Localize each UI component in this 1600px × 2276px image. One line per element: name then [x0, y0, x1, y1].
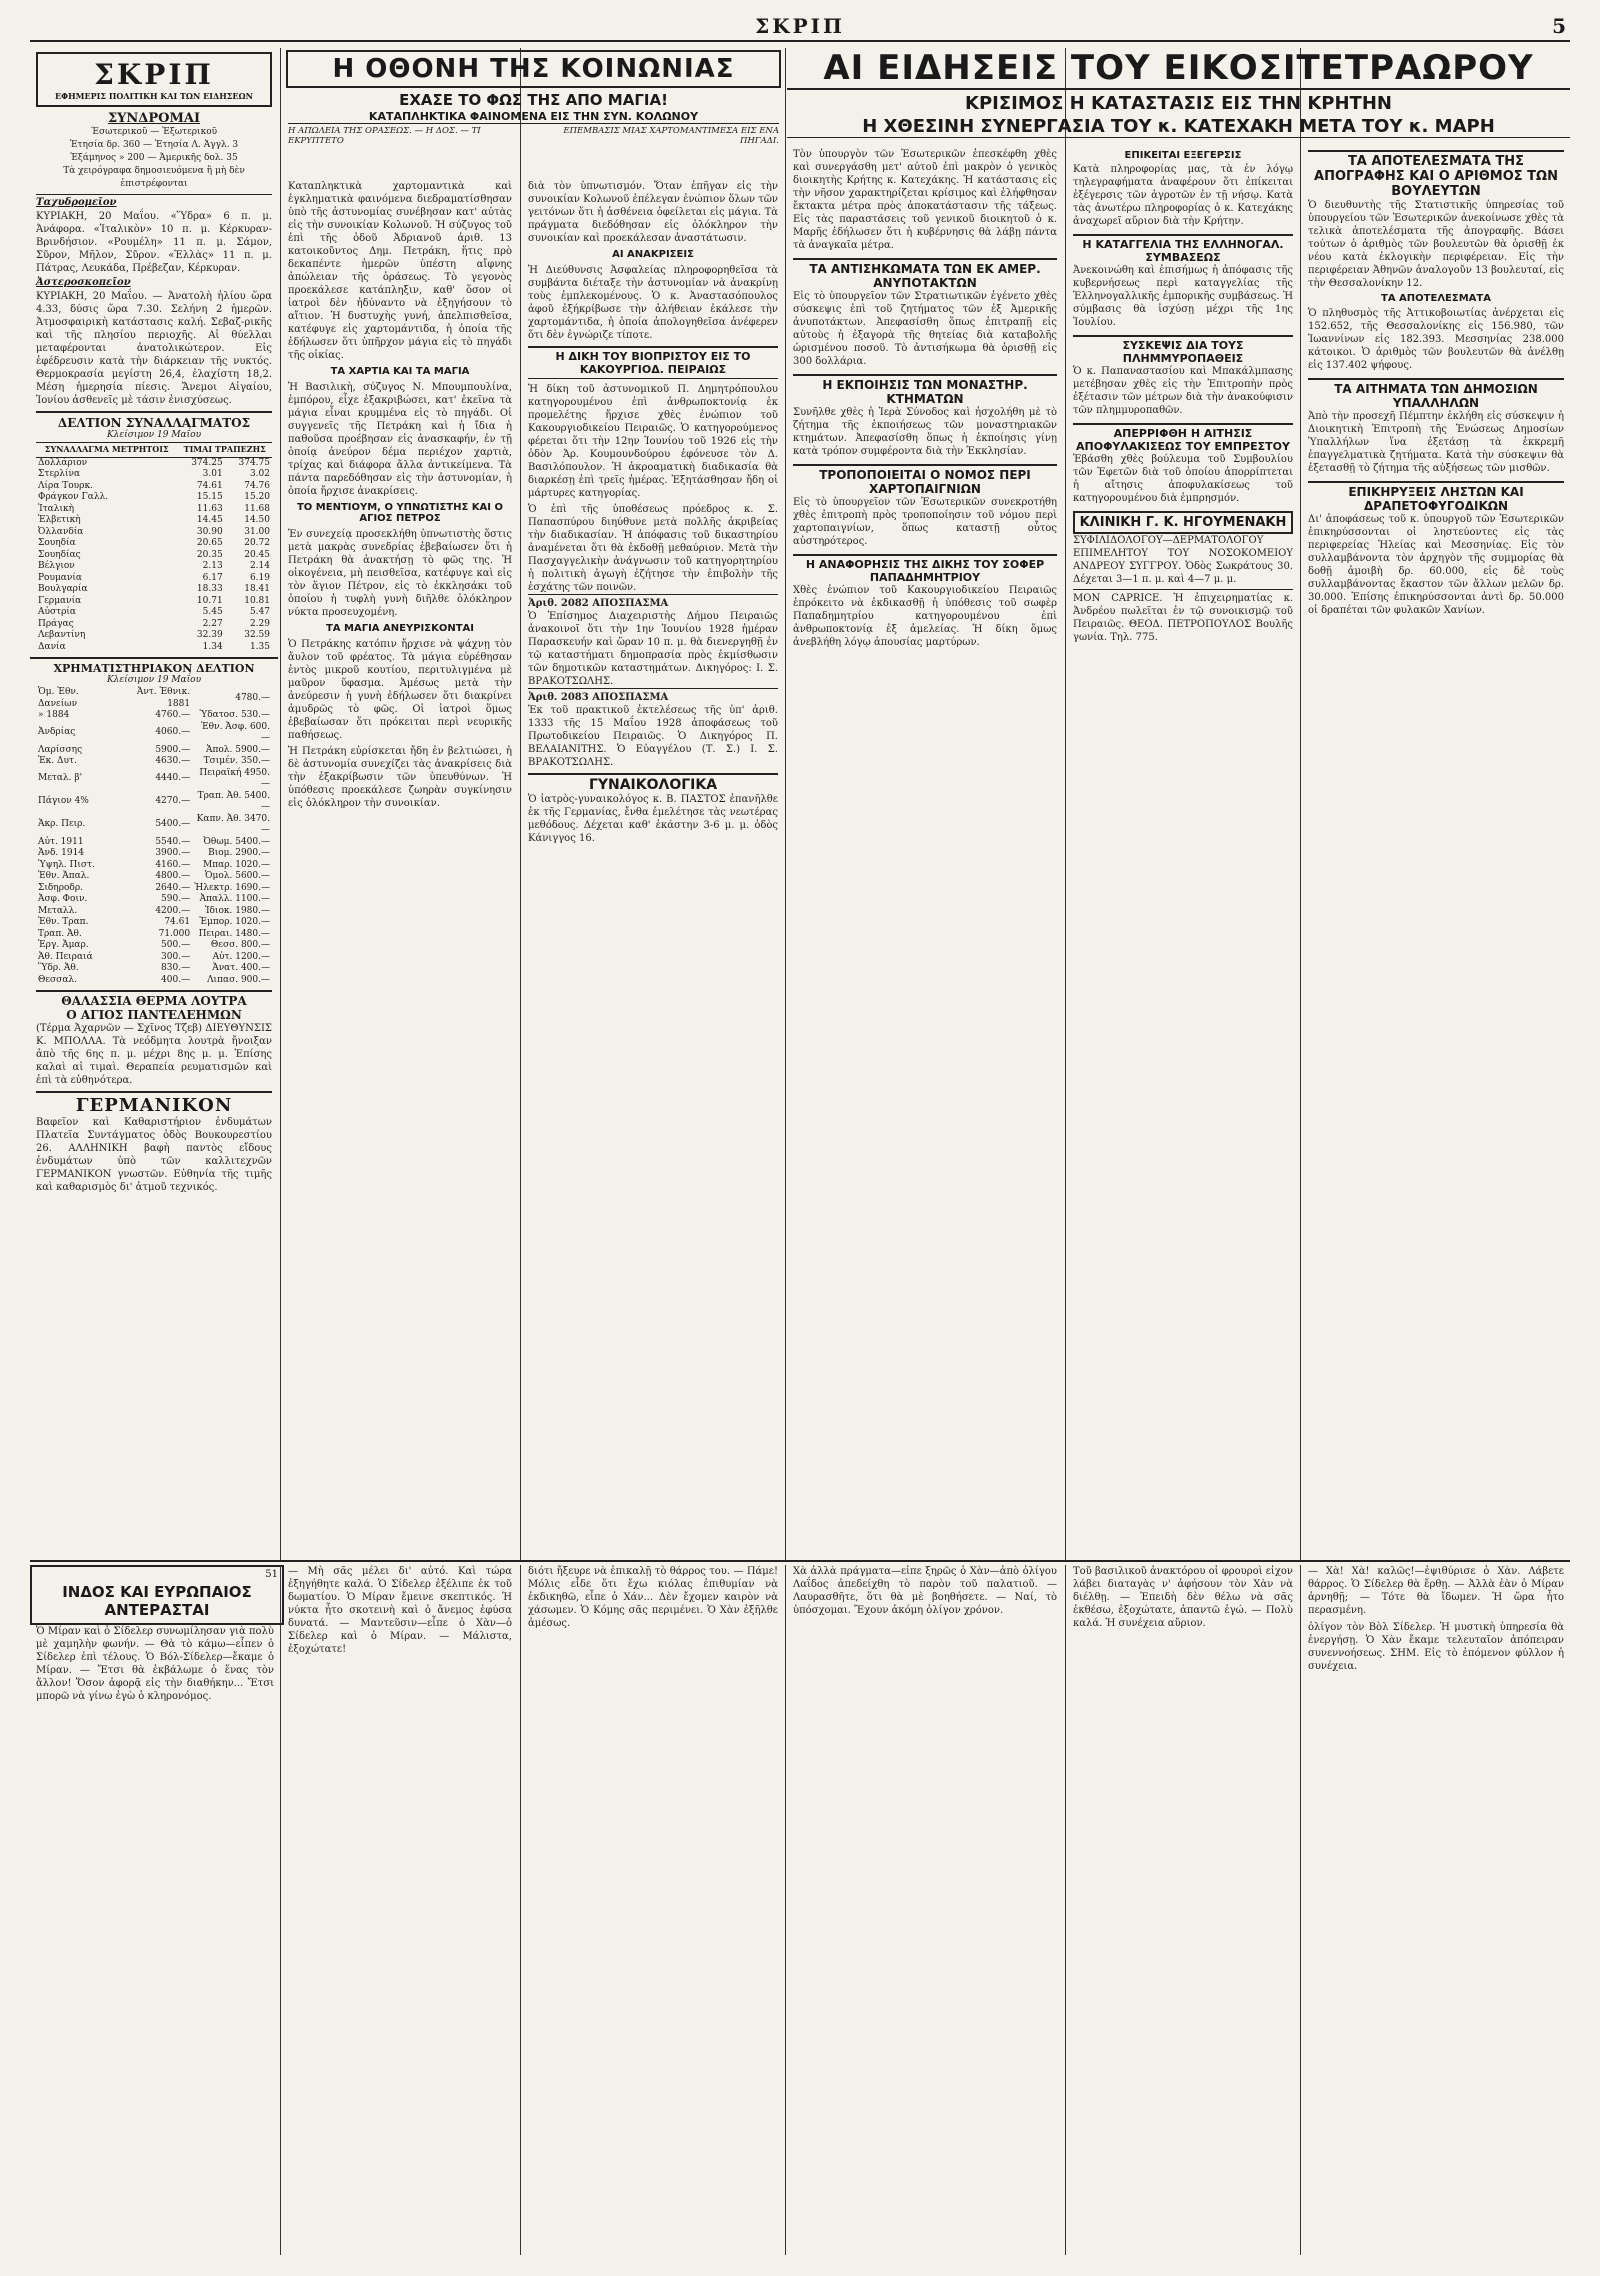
fx-row-cell: Λίρα Τουρκ.: [38, 480, 93, 491]
stocks-row-cell: Ἁπολ. 5900.—: [205, 744, 270, 755]
churches-title: Η ΕΚΠΟΙΗΣΙΣ ΤΩΝ ΜΟΝΑΣΤΗΡ. ΚΤΗΜΑΤΩΝ: [822, 378, 1028, 406]
stocks-row-cell: 4630.—: [155, 756, 191, 766]
news-column-5: [1067, 148, 1299, 1558]
col3-text-1: διὰ τὸν ὑπνωτισμόν. Ὅταν ἐπῆγαν εἰς τὴν συνοικίαν Κολωνοῦ ἐπέλεγαν ἐνώπιον ὅλων τῶν γειτόνων ὅτι ἡ ἀσθένεια ὀφείλεται εἰς μάγια. Τὰ πράγματα διεδόθησαν εἰς ὁλόκληρον τὴν συνοικίαν καὶ προεκάλεσαν ἀναστάτωσιν.: [528, 181, 778, 244]
stocks-row: [36, 975, 272, 987]
germanikon-title: ΓΕΡΜΑΝΙΚΟΝ: [75, 1095, 233, 1116]
fx-row-cell: 374.25: [191, 457, 223, 468]
stocks-row: [36, 837, 272, 849]
stocks-row-cell: 300.—: [161, 951, 191, 962]
stocks-row-cell: 4780.—: [235, 692, 270, 703]
column-rule: [1300, 48, 1301, 1560]
fx-row: [36, 538, 272, 550]
stocks-date: Κλείσιμον 19 Μαΐου: [106, 675, 202, 685]
fx-row: [36, 457, 272, 469]
fx-row-cell: Σουηδίας: [38, 549, 81, 560]
fx-row-cell: Ἰταλικὴ: [38, 503, 74, 514]
stocks-row-cell: 74.61: [164, 917, 191, 927]
fx-row: [36, 504, 272, 516]
post-text: ΚΥΡΙΑΚΗ, 20 Μαΐου. «Ὕδρα» 6 π. μ. Ἀνάφορα. «Ἰταλικὸν» 10 π. μ. Κέρκυραν-Βρινδήσιον. «Ρουμέλη» 11 π. μ. Σάμον, Σῦρον, Μῆλον, Σῦρον. «Ἑλλὰς» 11 π. μ. Πάτρας, Λευκάδα, Πρέβεζαν, Κέρκυραν.: [36, 211, 272, 274]
notice-2-heading: Ἀριθ. 2083 ΑΠΟΣΠΑΣΜΑ: [528, 688, 778, 704]
fx-row-cell: 2.29: [249, 618, 270, 629]
stocks-table: [36, 687, 272, 986]
stocks-row: [36, 710, 272, 722]
society-right-column: [522, 180, 784, 1560]
fx-row-cell: 11.63: [196, 503, 223, 514]
subscriptions-list: [36, 126, 272, 165]
stocks-row-cell: Πειραϊκή 4950.—: [199, 767, 270, 789]
stocks-row-cell: Ἀνδρίας: [38, 727, 76, 738]
fx-row-cell: 32.59: [244, 630, 270, 640]
stocks-row-cell: 4160.—: [155, 859, 191, 870]
fx-row-cell: 10.81: [244, 595, 270, 606]
fx-row: [36, 515, 272, 527]
fx-row-cell: 20.35: [196, 549, 223, 560]
trial-box-title: Η ΔΙΚΗ ΤΟΥ ΒΙΟΠΡΙΣΤΟΥ ΕΙΣ ΤΟ ΚΑΚΟΥΡΓΙΟΔ. ΠΕΙΡΑΙΩΣ: [555, 350, 751, 376]
fx-row-cell: 74.61: [196, 480, 223, 491]
fx-row-cell: Σουηδία: [38, 538, 76, 548]
subscriptions-title: ΣΥΝΔΡΟΜΑΙ: [107, 111, 201, 126]
masthead-title: ΣΚΡΙΠ: [755, 14, 845, 38]
stocks-row: [36, 894, 272, 906]
stocks-row: [36, 814, 272, 837]
society-text-3: Ἐν συνεχείᾳ προσεκλήθη ὑπνωτιστὴς ὅστις μετὰ μακρὰς συνεδρίας ἐβεβαίωσεν ὅτι ἡ Πετράκη θὰ ἀνακτήσῃ τὸ φῶς της. Ἡ οἰκογένεια, μὴ πεισθεῖσα, κατέφυγε καὶ εἰς τὸν ἅγιον Πέτρον, εἰς τὸ ἐκκλησάκι τοῦ ὁποίου ἡ τυφλὴ γυνὴ διῆλθε ὁλόκληρον νύκτα προσευχομένη.: [288, 529, 512, 618]
stocks-row-cell: 400.—: [161, 974, 191, 985]
stocks-row-cell: Αὐτ. 1200.—: [212, 951, 270, 962]
fx-row-cell: 14.50: [244, 515, 270, 525]
main-headline: ΕΧΑΣΕ ΤΟ ΦΩΣ ΤΗΣ ΑΠΟ ΜΑΓΙΑ!: [399, 91, 668, 109]
fx-header: ΤΙΜΑΙ ΤΡΑΠΕΖΗΣ: [177, 443, 272, 458]
serial-column-4: [787, 1565, 1063, 2255]
society-text-1: Καταπληκτικὰ χαρτομαντικὰ καὶ ἐγκληματικὰ φαινόμενα διεδραματίσθησαν ὑπὸ τῆς ἀστυνομίας συνέβησαν κατ' αὐτὰς εἰς τὴν συνοικίαν Κολωνοῦ. Ἡ σύζυγος τοῦ ἐπὶ τῆς ὁδοῦ Ἀδριανοῦ ἀριθ. 13 κατοικοῦντος Δημ. Πετράκη, ἥτις πρὸ δεκαπέντε ἡμερῶν ὑπέστη αἴφνης ἀπώλειαν τῆς ὁράσεως. Τὸ γεγονὸς προεκάλεσε κατάπληξιν, καθ' ὅσον οἱ ἰατροὶ δὲν ἠδύναντο νὰ ἐξηγήσουν τὸ αἴτιον. Ἡ δυστυχὴς γυνή, ἀπελπισθεῖσα, κατέφυγε εἰς χαρτομάντιδα, ἡ ὁποία τῆς ἐδήλωσεν ὅτι ὑπῆρχον μάγια εἰς τὸ πηγάδι τῆς οἰκίας.: [288, 181, 512, 361]
fx-row: [36, 619, 272, 631]
stocks-row-cell: Λαρίσσης: [38, 744, 83, 755]
clinic-title: ΚΛΙΝΙΚΗ Γ. Κ. ΗΓΟΥΜΕΝΑΚΗ: [1079, 515, 1287, 530]
fx-row-cell: 11.68: [244, 503, 270, 514]
fx-row-cell: 31.00: [244, 526, 270, 537]
stocks-row-cell: Ἐθν. Ἀπαλ.: [38, 871, 90, 881]
fx-row-cell: Ἑλβετικὴ: [38, 515, 81, 525]
stocks-row-cell: Πειραι. 1480.—: [198, 928, 270, 939]
column-rule: [1065, 48, 1066, 1560]
stocks-row-cell: Ἰδιοκ. 1980.—: [204, 905, 270, 916]
stocks-row-cell: Ἐργ. Ἀμαρ.: [38, 940, 89, 950]
refugees-title: ΑΠΕΡΡΙΦΘΗ Η ΑΙΤΗΣΙΣ ΑΠΟΦΥΛΑΚΙΣΕΩΣ ΤΟΥ ΕΜΠΡΕΣΤΟΥ: [1076, 427, 1290, 453]
fx-row-cell: Φράγκον Γαλλ.: [38, 492, 109, 502]
serial-text: Χὰ ἀλλὰ πράγματα—εἶπε ξηρῶς ὁ Χὰν—ἀπὸ ὀλίγου Λαΐδος ἀπεδείχθη τὸ παρὸν τοῦ παλατιοῦ. — Λαυρασθῆτε, ὅτι θὰ μὲ βοηθήσετε. — Ναί, τὸ ὑπόσχομαι. Ἔχουν ἀκόμη ὀλίγον χρόνον.: [793, 1566, 1057, 1616]
masthead: [30, 14, 1570, 42]
astro-text: ΚΥΡΙΑΚΗ, 20 Μαΐου. — Ἀνατολὴ ἡλίου ὥρα 4.33, δύσις ὥρα 7.30. Σελήνη 2 ἡμερῶν. Ἀτμοσφαιρικὴ κατάστασις καλή. Σεβαζ-ρικῆς καὶ τῆς πλησίου περιοχῆς. Αἱ θύελλαι μεταφέρονται ἀνατολικώτερον. Εἰς ἐφέδρευσιν κατὰ τὴν διάρκειαν τῆς νυκτός. Θερμοκρασία μεγίστη 26,4, ἐλαχίστη 18,2. Μέση ἡμερησία πίεσις. Ἄνεμοι Αἰγαίου, Ἰονίου ἀσθενεῖς μὲ τάσιν ἐνισχύσεως.: [36, 290, 272, 413]
fx-row-cell: Βουλγαρία: [38, 584, 88, 594]
fx-row-cell: Ὀλλανδία: [38, 526, 84, 537]
fx-table: [36, 442, 272, 653]
notice-1-text: Ὁ Ἐπίσημος Διαχειριστὴς Δήμου Πειραιῶς ἀνακοινοῖ ὅτι τὴν 1ην Ἰουνίου 1928 ἡμέραν Παρασκευήν καὶ ὥραν 10 π. μ. θὰ διενεργηθῇ ἐν τῷ καταστήματι δημοπρασία πρὸς ἐκμίσθωσιν τῶν δημοτικῶν καταστημάτων. Δικηγόρος: Ι. Σ. ΒΡΑΚΟΤΣΩΛΗΣ.: [528, 611, 778, 687]
stocks-row-cell: Αὐτ. 1911: [38, 836, 84, 847]
fx-row-cell: 20.65: [196, 538, 223, 548]
serial-text: — Χὰ! Χὰ! καλῶς!—ἐψιθύρισε ὁ Χὰν. Λάβετε θάρρος. Ὁ Σίδελερ θὰ ἔρθῃ. — Ἀλλὰ ἐὰν ὁ Μίραν ἀρνηθῇ; — Τότε θὰ ἴδωμεν. Ἡ ὥρα ἦτο περασμένη.: [1308, 1566, 1564, 1616]
stocks-row-cell: Μπαρ. 1020.—: [203, 859, 270, 870]
stocks-row-cell: Πάγιον 4%: [38, 796, 89, 807]
stocks-row: [36, 871, 272, 883]
column-rule: [280, 1565, 281, 2255]
fx-row: [36, 573, 272, 585]
serial-text: διότι ἤξευρε νὰ ἐπικαλῇ τὸ θάρρος του. — Πάμε! Μόλις εἶδε ὅτι ἔχω κιόλας ἐπιθυμίαν νὰ ἐκδικηθῶ, εἶπε ὁ Χάν... Δὲν ἔχομεν καιρὸν νὰ χάσωμεν. Ὁ Κόμης σᾶς περιμένει. Ὁ Χὰν ἐξῆλθε ἀμέσως.: [528, 1566, 778, 1629]
stocks-row-cell: 5900.—: [155, 744, 191, 755]
stocks-row-cell: 4760.—: [155, 710, 191, 720]
society-section-2: ΤΟ ΜΕΝΤΙΟΥΜ, Ο ΥΠΝΩΤΙΣΤΗΣ ΚΑΙ Ο ΑΓΙΟΣ ΠΕΤΡΟΣ: [296, 502, 503, 524]
stocks-row-cell: Ἐμπορ. 1020.—: [199, 917, 270, 927]
stocks-row: [36, 687, 272, 710]
fx-row-cell: 20.72: [244, 538, 270, 548]
mon-caprice-text: MON CAPRICE. Ἡ ἐπιχειρηματίας κ. Ἀνδρέου πωλεῖται ἐν τῷ συνοικισμῷ τοῦ Πειραιῶς. ΘΕΟΔ. ΠΕΤΡΟΠΟΥΛΟΣ Βουλῆς γωνία. Τηλ. 775.: [1073, 589, 1293, 644]
stocks-row-cell: Ἠλεκτρ. 1690.—: [194, 882, 270, 893]
gyn-title: ΓΥΝΑΙΚΟΛΟΓΙΚΑ: [588, 777, 718, 793]
col3-section-1: ΑΙ ΑΝΑΚΡΙΣΕΙΣ: [612, 249, 694, 260]
stocks-row-cell: 830.—: [161, 963, 191, 973]
fx-row: [36, 527, 272, 539]
notice-2-text: Ἐκ τοῦ πρακτικοῦ ἐκτελέσεως τῆς ὑπ' ἀριθ. 1333 τῆς 15 Μαΐου 1928 ἀποφάσεως τοῦ Πρωτοδικείου Πειραιῶς. Ὁ Δικηγόρος Π. ΒΕΛΑΙΑΝΙΤΗΣ. Ὁ Εὐαγγέλου (Τ. Σ.) Ι. Σ. ΒΡΑΚΟΤΣΩΛΗΣ.: [528, 705, 778, 768]
stocks-row-cell: 4060.—: [155, 727, 191, 738]
stocks-row-cell: 590.—: [161, 894, 191, 904]
stocks-row-cell: 4270.—: [155, 796, 191, 807]
stocks-row: [36, 929, 272, 941]
page-number: 5: [1552, 14, 1566, 38]
fx-row-cell: 5.45: [202, 607, 223, 617]
stocks-row-cell: Μεταλλ.: [38, 905, 78, 916]
census-text-2: Ὁ πληθυσμὸς τῆς Ἀττικοβοιωτίας ἀνέρχεται εἰς 152.652, τῆς Θεσσαλονίκης εἰς 156.980, τῶν Ἰωαννίνων εἰς 182.393. Μεσσηνίας 238.000 κάτοικοι. Ὁ ἀριθμὸς τῶν βουλευτῶν θὰ ἀνέλθῃ εἰς 137.402 ψήφους.: [1308, 308, 1564, 371]
driver-title: Η ΑΝΑΦΟΡΗΣΙΣ ΤΗΣ ΔΙΚΗΣ ΤΟΥ ΣΟΦΕΡ ΠΑΠΑΔΗΜΗΤΡΙΟΥ: [805, 558, 1045, 584]
stocks-row: [36, 848, 272, 860]
census-subhead: ΤΑ ΑΠΟΤΕΛΕΣΜΑΤΑ: [1381, 293, 1491, 304]
society-section-1: ΤΑ ΧΑΡΤΙΑ ΚΑΙ ΤΑ ΜΑΓΙΑ: [330, 366, 470, 377]
serial-column-5: [1067, 1565, 1299, 2255]
fx-row-cell: 15.20: [244, 492, 270, 502]
fx-row-cell: 20.45: [244, 549, 270, 560]
serial-column-3: [522, 1565, 784, 2255]
stocks-row-cell: Ἀνδ. 1914: [38, 848, 85, 858]
stocks-row: [36, 906, 272, 918]
column-rule: [520, 1565, 521, 2255]
fx-row-cell: Στερλίνα: [38, 469, 81, 479]
post-title: Ταχυδρομεῖον: [36, 197, 117, 208]
lottery-text: Εἰς τὸ ὑπουργεῖον τῶν Ἐσωτερικῶν συνεκροτήθη χθὲς ἐπιτροπὴ πρὸς τροποποίησιν τοῦ νόμου περὶ χαρτοπαιγνίων, ὅπως καταστῇ οὗτος αὐστηρότερος.: [793, 497, 1057, 547]
stocks-row: [36, 917, 272, 929]
stocks-row-cell: Μεταλ. β': [38, 773, 83, 784]
fx-row-cell: Ρουμανία: [38, 572, 82, 583]
fx-row: [36, 630, 272, 642]
stocks-row: [36, 963, 272, 975]
fx-row-cell: 5.47: [249, 607, 270, 617]
stocks-row-cell: Βιομ. 2900.—: [208, 848, 270, 858]
serial-column-2: [282, 1565, 518, 2255]
stocks-row: [36, 952, 272, 964]
stocks-row-cell: 5540.—: [155, 836, 191, 847]
claims-title: ΕΠΙΚΗΡΥΞΕΙΣ ΛΗΣΤΩΝ ΚΑΙ ΔΡΑΠΕΤΟΦΥΓΟΔΙΚΩΝ: [1348, 485, 1524, 513]
col3-text-3: Ὁ ἐπὶ τῆς ὑποθέσεως πρόεδρος κ. Σ. Παπασπύρου διηύθυνε μετὰ πολλῆς ἀκριβείας τὴν διαδικασίαν. Ἡ ἀπόφασις τοῦ δικαστηρίου ἀναμένεται ὅτι θὰ ἐκδοθῇ μεθαύριον. Μετὰ τὴν Πασχαγγελικὴν ἀνάγνωσιν τοῦ κατηγορητηρίου ἡ πολιτικὴ ἀγωγὴ ἐζήτησε τὴν ἐπιβολὴν τῆς ἐσχάτης τῶν ποινῶν.: [528, 504, 778, 593]
treaties-title: ΤΑ ΑΝΤΙΣΗΚΩΜΑΤΑ ΤΩΝ ΕΚ ΑΜΕΡ. ΑΝΥΠΟΤΑΚΤΩΝ: [809, 262, 1041, 290]
fx-row-cell: 6.19: [249, 572, 270, 583]
stocks-row-cell: 3900.—: [155, 848, 191, 858]
astro-title: Ἀστεροσκοπεῖον: [36, 277, 131, 288]
stocks-row-cell: Ἐκ. Δυτ.: [38, 756, 77, 766]
sidebar-column: [30, 48, 278, 1560]
fx-row-cell: 10.71: [196, 595, 223, 606]
serial-text: Ὁ Μίραν καὶ ὁ Σίδελερ συνωμίλησαν γιὰ πολὺ μὲ χαμηλὴν φωνήν. — Θὰ τὸ κάμω—εἶπεν ὁ Σίδελερ ἐπὶ τέλους. Ὁ Βόλ-Σίδελερ—ἔκαμε ὁ Μίραν. — Ἔτσι θὰ ἐκβάλωμε ὁ ἕνας τὸν ἄλλον! Ὅσον ἀφορᾷ εἰς τὴν διαθήκην... Ἔτσι μπορῶ νὰ γίνω ἐγὼ ὁ κληρονόμος.: [36, 1626, 274, 1702]
fx-row-cell: 2.14: [249, 561, 270, 571]
stocks-row-cell: 500.—: [161, 940, 191, 950]
fx-row: [36, 481, 272, 493]
main-subhead: ΚΑΤΑΠΛΗΚΤΙΚΑ ΦΑΙΝΟΜΕΝΑ ΕΙΣ ΤΗΝ ΣΥΝ. ΚΟΛΩΝΟΥ: [288, 110, 779, 124]
stocks-row-cell: Θεσσαλ.: [38, 974, 77, 985]
serial-text: ὀλίγον τὸν Βὸλ Σίδελερ. Ἡ μυστικὴ ὑπηρεσία θὰ ἐνεργήσῃ. Ὁ Χὰν ἔκαμε τελευταῖον ἀπόπειραν συνεννοήσεως. ΣΗΜ. Εἰς τὸ ἐπόμενον φύλλον ἡ συνέχεια.: [1308, 1622, 1564, 1672]
stocks-row-cell: Ἀνατ. 400.—: [212, 963, 270, 973]
gyn-text: Ὁ ἰατρὸς-γυναικολόγος κ. Β. ΠΑΣΤΟΣ ἐπανῆλθε ἐκ τῆς Γερμανίας, ἔνθα ἐμελέτησε τὰς νεωτέρας μεθόδους. Δέχεται καθ' ἑκάστην 3-6 μ. μ. ὁδὸς Κάνιγγος 16.: [528, 794, 778, 844]
fx-row-cell: Βέλγιον: [38, 561, 75, 571]
expedition-text: Ὁ κ. Παπαναστασίου καὶ Μπακάλμπασης μετέβησαν χθὲς εἰς τὴν Ἐπιτροπὴν πρὸς ἐξέτασιν τῶν μέτρων διὰ τὴν ἀνακούφισιν τῶν πλημμυροπαθῶν.: [1073, 366, 1293, 416]
driver-text: Χθὲς ἐνώπιον τοῦ Κακουργιοδικείου Πειραιῶς ἐπρόκειτο νὰ ἐκδικασθῇ ἡ ὑπόθεσις τοῦ σωφὲρ Παπαδημητρίου κατηγορουμένου ἐπὶ ἀνθρωποκτονίᾳ ἐξ ἀμελείας. Ἡ δίκη ὅμως ἀνεβλήθη λόγῳ ἀπουσίας μαρτύρων.: [793, 585, 1057, 648]
society-text-2: Ἡ Βασιλικὴ, σύζυγος Ν. Μπουμπουλίνα, ἐμπόρου, εἶχε ἐξακριβώσει, κατ' ἐκεῖνα τὰ μάγια εἶναι κρυμμένα εἰς τὸ πηγάδι. Οἱ συγγενεῖς τῆς Πετράκη καὶ ἡ ἴδια ἡ παθοῦσα προέβησαν εἰς ἀνασκαφήν, ἐν τῇ ὁποίᾳ ἀνεύρον δέμα περιέχον χαρτιὰ, τρίχας καὶ διάφορα ἄλλα ἀντικείμενα. Τὰ πάντα παρεδόθησαν εἰς τὴν ἀστυνομίαν, ἡ ὁποία ἤρχισε ἀνακρίσεις.: [288, 382, 512, 497]
manuscripts-note: Τὰ χειρόγραφα δημοσιευόμενα ἢ μὴ δὲν ἐπιστρέφονται: [36, 165, 272, 195]
stocks-row-cell: 5400.—: [155, 819, 191, 830]
subscription-row: Ἑξάμηνος » 200 — Ἀμερικῆς δολ. 35: [70, 153, 238, 163]
logo-subtitle: ΕΦΗΜΕΡΙΣ ΠΟΛΙΤΙΚΗ ΚΑΙ ΤΩΝ ΕΙΔΗΣΕΩΝ: [55, 91, 253, 101]
fx-row-cell: Δανία: [38, 641, 66, 652]
stocks-row-cell: Ἐθν. Τραπ.: [38, 917, 89, 927]
news-section-title: ΑΙ ΕΙΔΗΣΕΙΣ ΤΟΥ ΕΙΚΟΣΙΤΕΤΡΑΩΡΟΥ: [787, 48, 1570, 90]
fx-row-cell: Αὐστρία: [38, 607, 76, 617]
fx-row-cell: 18.33: [196, 584, 223, 594]
treaties-text: Εἰς τὸ ὑπουργεῖον τῶν Στρατιωτικῶν ἐγένετο χθὲς σύσκεψις ἐπὶ τοῦ ζητήματος τῶν ἐξ Ἀμερικῆς ἀνυποτάκτων. Ἀπεφασίσθη ὅπως ἐπιτραπῇ εἰς αὐτοὺς ἡ ἐξαγορὰ τῆς θητείας διὰ καταβολῆς ὡρισμένου ποσοῦ. Τὸ ἀντισήκωμα θὰ ὁρισθῇ εἰς 300 δολλάρια.: [793, 291, 1057, 367]
fx-row: [36, 469, 272, 481]
teachers-text: Ἀπὸ τὴν προσεχῆ Πέμπτην ἐκλήθη εἰς σύσκεψιν ἡ Διοικητικὴ Ἐπιτροπὴ τῆς Ἐνώσεως Δημοσίων Ὑπαλλήλων ἵνα ἐξετάσῃ τὰ ἐκκρεμῆ ἐπαγγελματικὰ ζητήματα. Κατὰ τὴν σύσκεψιν θὰ ἐξετασθῇ τὸ ζήτημα τῆς αὐξήσεως τῶν μισθῶν.: [1308, 411, 1564, 474]
serial-episode: 51: [265, 1569, 278, 1580]
column-rule: [785, 1565, 786, 2255]
fx-row-cell: 374.75: [238, 457, 270, 468]
stocks-row-cell: Τραπ. Ἀθ.: [38, 928, 82, 939]
fx-row: [36, 596, 272, 608]
subscription-row: Έσωτερικοῦ — Ἐξωτερικοῦ: [90, 127, 218, 137]
stocks-row-cell: Καπν. Ἀθ. 3470.—: [196, 813, 270, 835]
stocks-row-cell: 4800.—: [155, 871, 191, 881]
bath-subtitle: Ο ΑΓΙΟΣ ΠΑΝΤΕΛΕΗΜΩΝ: [66, 1008, 242, 1022]
stocks-row-cell: Ὁμολ. 5600.—: [204, 871, 270, 881]
stocks-row-cell: Ὀθωμ. 5400.—: [203, 836, 270, 847]
stocks-title: ΧΡΗΜΑΤΙΣΤΗΡΙΑΚΟΝ ΔΕΛΤΙΟΝ: [30, 657, 278, 675]
fx-row-cell: 3.02: [249, 469, 270, 479]
serial-text: — Μὴ σᾶς μέλει δι' αὐτό. Καὶ τώρα ἐξηγήθητε καλά. Ὁ Σίδελερ ἐξέλιπε ἐκ τοῦ δωματίου. Ὁ Μίραν ἔμεινε σκεπτικός. Ἡ νύκτα ἦτο σκοτεινὴ καὶ ὁ ἄνεμος ἐφύσα δυνατά. — Μαντεῦσιν—εἶπε ὁ Χὰν—ὁ Σίδελερ καὶ ὁ Μίραν. — Μάλιστα, ἐξοχώτατε!: [288, 1566, 512, 1655]
news-headline-1: ΚΡΙΣΙΜΟΣ Η ΚΑΤΑΣΤΑΣΙΣ ΕΙΣ ΤΗΝ ΚΡΗΤΗΝ: [965, 93, 1392, 114]
deck-left: Η ΑΠΩΛΕΙΑ ΤΗΣ ΟΡΑΣΕΩΣ. — Η ΔΟΣ. — ΤΙ ΕΚΡΥΠΤΕΤΟ: [288, 126, 481, 146]
fx-row-cell: 3.01: [202, 469, 223, 479]
stocks-row-cell: Ὑδατοσ. 530.—: [199, 710, 270, 720]
stocks-row: [36, 745, 272, 757]
fx-row-cell: 30.90: [196, 526, 223, 537]
stocks-row-cell: Σιδηροδρ.: [38, 882, 83, 893]
stocks-row-cell: » 1884: [38, 710, 70, 720]
stocks-row: [36, 756, 272, 768]
society-left-column: [282, 180, 518, 1560]
stocks-row-cell: Λιπασ. 900.—: [207, 974, 270, 985]
claims-text: Δι' ἀποφάσεως τοῦ κ. ὑπουργοῦ τῶν Ἐσωτερικῶν ἐπικηρύσσονται οἱ ληστεύοντες εἰς τὰς περιφερείας Ἠλείας καὶ Μεσσηνίας. Εἰς τὸν συλλαμβάνοντα τὸν ἀρχηγὸν τῆς συμμορίας θὰ δοθῇ ἀμοιβὴ δρ. 60.000, εἰς δὲ τοὺς συλλαμβάνοντας ἕκαστον τῶν ἄλλων μελῶν δρ. 30.000. Ἐπίσης ἐπικηρύσσονται ἀντὶ δρ. 50.000 οἱ δραπέται τῶν φυλακῶν Χανίων.: [1308, 514, 1564, 616]
fx-date: Κλείσιμον 19 Μαΐου: [106, 430, 202, 440]
col3-text-2: Ἡ Διεύθυνσις Ἀσφαλείας πληροφορηθεῖσα τὰ συμβάντα διέταξε τὴν ἀστυνομίαν νὰ ἀνακρίνῃ τοὺς ἐμπλεκομένους. Ὁ κ. Ἀναστασόπουλος ἀφοῦ ἐξήκρίβωσε τὴν ἀλήθειαν ἐκάλεσε τὴν χαρτομάντιδα, ἡ ὁποία ἀπολογηθεῖσα ἀνέφερεν ὅτι δὲν ἐγνώριζε τίποτε.: [528, 265, 778, 341]
serial-title: ΙΝΔΟΣ ΚΑΙ ΕΥΡΩΠΑΙΟΣ ΑΝΤΕΡΑΣΤΑΙ: [62, 1583, 252, 1619]
teachers-title: ΤΑ ΑΙΤΗΜΑΤΑ ΤΩΝ ΔΗΜΟΣΙΩΝ ΥΠΑΛΛΗΛΩΝ: [1334, 382, 1538, 410]
census-text: Ὁ διευθυντὴς τῆς Στατιστικῆς ὑπηρεσίας τοῦ ὑπουργείου τῶν Ἐσωτερικῶν ἀνεκοίνωσε χθὲς τὰ τελικὰ ἀποτελέσματα τῆς ἀπογραφῆς. Βάσει τούτων ὁ ἀριθμὸς τῶν βουλευτῶν θὰ ὁρισθῇ ἐκ νέου κατὰ ἐκλογικὴν περιφέρειαν. Εἰς τὴν περιφέρειαν Ἀθηνῶν ἀναλογοῦν 13 βουλευταί, εἰς τὴν Θεσσαλονίκην 12.: [1308, 200, 1564, 289]
fx-row: [36, 550, 272, 562]
news-column-4: [787, 148, 1063, 1558]
stocks-row-cell: Θεσσ. 800.—: [210, 940, 270, 950]
fx-row: [36, 584, 272, 596]
fx-row-cell: 6.17: [202, 572, 223, 583]
fx-row-cell: 74.76: [244, 480, 270, 491]
stocks-row-cell: 4200.—: [155, 905, 191, 916]
fx-header: ΣΥΝΑΛΛΑΓΜΑ ΜΕΤΡΗΤΟΙΣ: [36, 443, 177, 458]
news-headline-2: Η ΧΘΕΣΙΝΗ ΣΥΝΕΡΓΑΣΙΑ ΤΟΥ κ. ΚΑΤΕΧΑΚΗ ΜΕΤΑ ΤΟΥ κ. ΜΑΡΗ: [787, 116, 1570, 138]
serial-column-6: [1302, 1565, 1570, 2255]
notice-1-heading: Ἀριθ. 2082 ΑΠΟΣΠΑΣΜΑ: [528, 594, 778, 610]
stocks-row-cell: 71.000: [158, 928, 191, 939]
trial-box-text: Ἡ δίκη τοῦ ἀστυνομικοῦ Π. Δημητρόπουλου κατηγορουμένου ἐπὶ ἀνθρωποκτονίᾳ ἐκ προμελέτης ἤρχισε χθὲς ἐνώπιον τοῦ Κακουργιοδικείου Πειραιῶς. Ὁ κατηγορούμενος φέρεται ὅτι τὴν 12ην Ἰουνίου τοῦ 1926 εἰς τὴν ὁδὸν Ἀρ. Κουμουνδούρου ἐφόνευσε τὸν Δ. Βασιλόπουλον. Ἡ ἀκροαματικὴ διαδικασία θὰ διαρκέσῃ ἐπὶ τρεῖς ἡμέρας. Ἐξητάσθησαν ἤδη οἱ μάρτυρες κατηγορίας.: [528, 384, 778, 499]
fx-row-cell: 1.35: [249, 641, 270, 652]
serial-text: Τοῦ βασιλικοῦ ἀνακτόρου οἱ φρουροὶ εἶχον λάβει διαταγὰς ν' ἀφήσουν τὸν Χὰν νὰ διέλθῃ. — Ἐπειδὴ δὲν θέλω νὰ σᾶς ἐκθέσω, ἐξοχώτατε, ἀπαντῶ ἐγώ. — Πολὺ καλά. Ἡ συνέχεια αὔριον.: [1073, 1566, 1293, 1629]
serial-column-1: [30, 1625, 280, 2255]
lottery-title: ΤΡΟΠΟΠΟΙΕΙΤΑΙ Ο ΝΟΜΟΣ ΠΕΡΙ ΧΑΡΤΟΠΑΙΓΝΙΩΝ: [819, 468, 1031, 496]
fx-row: [36, 607, 272, 619]
clinic-text: ΣΥΦΙΛΙΔΟΛΟΓΟΥ—ΔΕΡΜΑΤΟΛΟΓΟΥ ΕΠΙΜΕΛΗΤΟΥ ΤΟΥ ΝΟΣΟΚΟΜΕΙΟΥ ΑΝΔΡΕΟΥ ΣΥΓΓΡΟΥ. Ὁδὸς Σωκράτους 30. Δέχεται 3—1 π. μ. καὶ 4—7 μ. μ.: [1073, 535, 1293, 585]
fx-row-cell: 2.27: [202, 618, 223, 629]
stocks-row-cell: 2640.—: [155, 882, 191, 893]
stocks-row-cell: Ἀντ. Ἐθνικ. 1881: [136, 687, 191, 709]
fx-title: ΔΕΛΤΙΟΝ ΣΥΝΑΛΛΑΓΜΑΤΟΣ: [57, 416, 251, 430]
column-rule: [1300, 1565, 1301, 2255]
refugees-text: Ἐβάσθη χθὲς βούλευμα τοῦ Συμβουλίου τῶν Ἐφετῶν διὰ τοῦ ὁποίου ἀπορρίπτεται ἡ αἴτησις ἀποφυλακίσεως τοῦ κατηγορουμένου διὰ ἐμπρησμόν.: [1073, 454, 1293, 504]
fx-row: [36, 642, 272, 654]
fx-row-cell: 1.34: [202, 641, 223, 652]
stocks-row-cell: Ἀκρ. Πειρ.: [38, 819, 86, 830]
fx-row-cell: 2.13: [202, 561, 223, 571]
column-rule: [280, 48, 281, 1560]
fx-row-cell: 15.15: [196, 492, 223, 502]
news-column-6: [1302, 148, 1570, 1558]
bath-text: (Τέρμα Ἀχαρνῶν — Σχῖνος Τζεβ) ΔΙΕΥΘΥΝΣΙΣ Κ. ΜΠΟΛΛΑ. Τὰ νεόδμητα λουτρὰ ἤνοιξαν ἀπὸ τῆς 6ης π. μ. μέχρι 8ης μ. μ. Ἐπίσης καλαὶ αἱ τιμαὶ. Θεραπεία ρευματισμῶν καὶ ἐπὶ τὰ εὐθηνότερα.: [36, 1023, 272, 1086]
stocks-row: [36, 940, 272, 952]
fx-row-cell: Δολλάριον: [38, 457, 88, 468]
fx-row-cell: 14.45: [196, 515, 223, 525]
expedition-title: ΣΥΣΚΕΨΙΣ ΔΙΑ ΤΟΥΣ ΠΛΗΜΜΥΡΟΠΑΘΕΙΣ: [1122, 339, 1244, 365]
fx-row-cell: 32.39: [196, 630, 223, 640]
fx-row: [36, 561, 272, 573]
crete-subhead: ΕΠΙΚΕΙΤΑΙ ΕΞΕΓΕΡΣΙΣ: [1124, 150, 1242, 161]
stocks-row-cell: Ὁμ. Ἐθν. Δανείων: [38, 687, 79, 709]
society-text-5: Ἡ Πετράκη εὐρίσκεται ἤδη ἐν βελτιώσει, ἡ δὲ ἀστυνομία συνεχίζει τὰς ἀνακρίσεις διὰ τὴν ἐξακρίβωσιν τῶν ὑπευθύνων. Ἡ ὑπόθεσις προεκάλεσε ζωηρὰν συγκίνησιν εἰς ὁλόκληρον τὴν συνοικίαν.: [288, 746, 512, 809]
subscription-row: Ἐτησία δρ. 360 — Ἐτησία Λ. Ἀγγλ. 3: [69, 140, 239, 150]
complaint-title: Η ΚΑΤΑΓΓΕΛΙΑ ΤΗΣ ΕΛΛΗΝΟΓΑΛ. ΣΥΜΒΑΣΕΩΣ: [1082, 238, 1284, 264]
stocks-row-cell: 4440.—: [155, 773, 191, 784]
bath-title: ΘΑΛΑΣΣΙΑ ΘΕΡΜΑ ΛΟΥΤΡΑ: [61, 994, 247, 1008]
deck-right: ΕΠΕΜΒΑΣΙΣ ΜΙΑΣ ΧΑΡΤΟΜΑΝΤΙΜΕΣΑ ΕΙΣ ΕΝΑ ΠΗΓΑΔΙ.: [563, 126, 779, 146]
paper-logo: ΣΚΡΙΠ: [94, 58, 214, 91]
stocks-row: [36, 791, 272, 814]
column-rule: [785, 48, 786, 1560]
stocks-row: [36, 768, 272, 791]
stocks-row-cell: Ἐθν. Ἀσφ. 600.—: [201, 721, 270, 743]
fx-row-cell: Λεβαντίνη: [38, 630, 86, 640]
churches-text: Συνῆλθε χθὲς ἡ Ἱερὰ Σύνοδος καὶ ἠσχολήθη μὲ τὸ ζήτημα τῆς ἐκποιήσεως τῶν μοναστηριακῶν κτημάτων. Ἀπεφασίσθη ὅπως ἡ ἐκποίησις γίνῃ κατὰ τρόπον συμφέροντα διὰ τὴν Ἐκκλησίαν.: [793, 407, 1057, 457]
column-rule: [1065, 1565, 1066, 2255]
stocks-row-cell: Ἀπαλλ. 1100.—: [199, 894, 270, 904]
logo-box: [36, 52, 272, 107]
serial-divider: [30, 1560, 1570, 1562]
stocks-row-cell: Τραπ. Ἀθ. 5400.—: [197, 790, 270, 812]
stocks-row-cell: Ἀσφ. Φοιν.: [38, 894, 88, 904]
society-text-4: Ὁ Πετράκης κατόπιν ἤρχισε νὰ ψάχνῃ τὸν ἄυλον τοῦ φρέατος. Τὰ μάγια εὑρέθησαν ἐντὸς μικροῦ κουτίου, περιτυλιγμένα μὲ μαῦρον ὕφασμα. Ἀμέσως μετὰ τὴν ἀνεύρεσιν ἡ γυνὴ ἐδήλωσεν ὅτι διακρίνει ἀμυδρῶς τὸ φῶς. Οἱ ἰατροὶ ὅμως ἐβεβαίωσαν ὅτι πρόκειται περὶ νευρικῆς παθήσεως.: [288, 639, 512, 741]
stocks-row: [36, 722, 272, 745]
crete-text: Τὸν ὑπουργὸν τῶν Ἐσωτερικῶν ἐπεσκέφθη χθὲς καὶ συνεργάσθη μετ' αὐτοῦ ἐπὶ μακρὸν ὁ γενικὸς διοικητὴς Κρήτης κ. Κατεχάκης. Ἡ κατάστασις εἰς τὴν νῆσον χαρακτηρίζεται κρίσιμος καὶ ἐλήφθησαν ἔκτακτα μέτρα πρὸς ἀποκατάστασιν τῆς τάξεως. Εἰς τὰς παραστάσεις τοῦ γενικοῦ διοικητοῦ ὁ κ. Μαρῆς ἐδήλωσεν ὅτι ἡ κυβέρνησις θὰ λάβῃ πάντα τὰ ἀναγκαῖα μέτρα.: [793, 149, 1057, 251]
stocks-row: [36, 860, 272, 872]
fx-row: [36, 492, 272, 504]
complaint-text: Ἀνεκοινώθη καὶ ἐπισήμως ἡ ἀπόφασις τῆς κυβερνήσεως περὶ καταγγελίας τῆς Ἑλληνογαλλικῆς ἐμπορικῆς συμβάσεως. Ἡ σύμβασις θὰ ἰσχύσῃ μέχρι τῆς 1ης Ἰουλίου.: [1073, 265, 1293, 328]
fx-row-cell: 18.41: [244, 584, 270, 594]
stocks-row-cell: Ὑψηλ. Πιστ.: [38, 859, 95, 870]
society-section-3: ΤΑ ΜΑΓΙΑ ΑΝΕΥΡΙΣΚΟΝΤΑΙ: [325, 623, 474, 634]
census-title: ΤΑ ΑΠΟΤΕΛΕΣΜΑΤΑ ΤΗΣ ΑΠΟΓΡΑΦΗΣ ΚΑΙ Ο ΑΡΙΘΜΟΣ ΤΩΝ ΒΟΥΛΕΥΤΩΝ: [1314, 154, 1558, 199]
serial-banner: [30, 1565, 284, 1625]
section-title: Η ΟΘΟΝΗ ΤΗΣ ΚΟΙΝΩΝΙΑΣ: [332, 54, 735, 84]
stocks-row-cell: Τσιμέν. 350.—: [203, 756, 270, 766]
germanikon-text: Βαφεῖον καὶ Καθαριστήριον ἐνδυμάτων Πλατεῖα Συντάγματος ὁδὸς Βουκουρεστίου 26. ΑΛΛΗΝΙΚΗ βαφὴ παντὸς εἴδους ἐνδυμάτων ὑπὸ τῶν καλλιτεχνῶν ΓΕΡΜΑΝΙΚΟΝ γνωστῶν. Εὐθηνία τῆς τιμῆς καὶ καθαρισμὸς δι' ἀτμοῦ τεχνικός.: [36, 1117, 272, 1193]
fx-row-cell: Πράγας: [38, 618, 74, 629]
fx-row-cell: Γερμανία: [38, 595, 82, 606]
stocks-row-cell: Ἀθ. Πειραιά: [38, 951, 93, 962]
stocks-row-cell: Ὕδρ. Ἀθ.: [38, 963, 79, 973]
stocks-row: [36, 883, 272, 895]
crete-text-2: Κατὰ πληροφορίας μας, τὰ ἐν λόγῳ τηλεγραφήματα ἀναφέρουν ὅτι ἐπίκειται ἐξέγερσις τῶν ἀγροτῶν ἐν τῇ νήσῳ. Κατὰ τὰς ἀνωτέρω πληροφορίας ὁ κ. Κατεχάκης ἀναχωρεῖ αὔριον διὰ τὴν Κρήτην.: [1073, 164, 1293, 227]
